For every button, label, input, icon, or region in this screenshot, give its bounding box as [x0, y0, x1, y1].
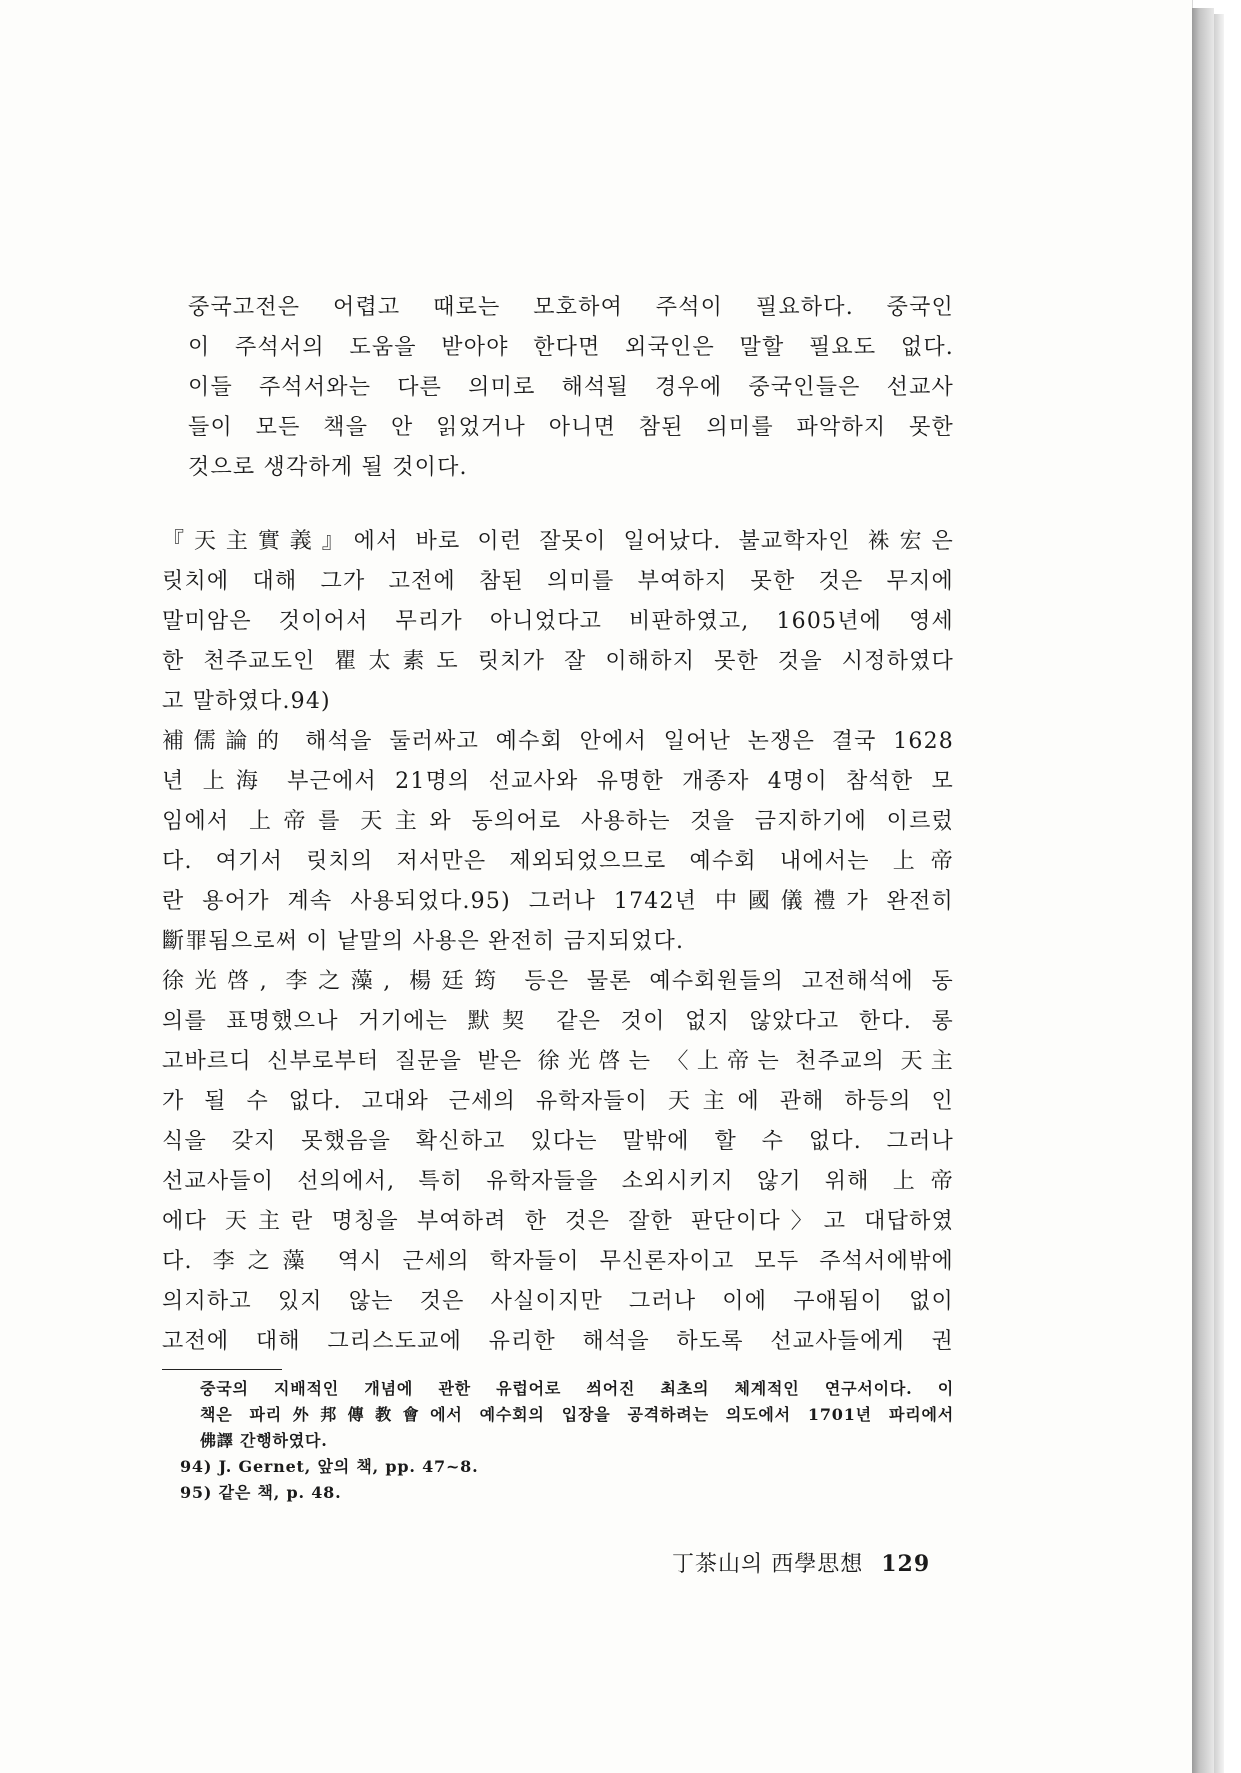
footnote-continuation-line: 책은 파리外邦傳教會에서 예수회의 입장을 공격하려는 의도에서 1701년 파리에서 — [200, 1405, 954, 1424]
text-line: 고바르디 신부로부터 질문을 받은 徐光啓는 〈上帝는 천주교의 天主 — [162, 1049, 954, 1074]
block-quote — [188, 288, 954, 488]
footnotes — [162, 1376, 954, 1506]
text-line: 한 천주교도인 瞿太素도 릿치가 잘 이해하지 못한 것을 시정하였다 — [162, 649, 954, 674]
footnote-continuation-line: 중국의 지배적인 개념에 관한 유럽어로 씌어진 최초의 체계적인 연구서이다. 이 — [200, 1379, 954, 1398]
text-line: 가 될 수 없다. 고대와 근세의 유학자들이 天主에 관해 하등의 인 — [162, 1089, 954, 1114]
running-footer-title: 丁茶山의 西學思想 — [672, 1552, 864, 1577]
footnote-94: 94) J. Gernet, 앞의 책, pp. 47~8. — [180, 1457, 479, 1476]
text-line: 의지하고 있지 않는 것은 사실이지만 그러나 이에 구애됨이 없이 — [162, 1289, 954, 1314]
text-line: 고 말하였다.94) — [162, 689, 331, 714]
text-line: 임에서 上帝를 天主와 동의어로 사용하는 것을 금지하기에 이르렀 — [162, 809, 954, 834]
quote-line: 이 주석서의 도움을 받아야 한다면 외국인은 말할 필요도 없다. — [188, 335, 954, 360]
text-line: 斷罪됨으로써 이 낱말의 사용은 완전히 금지되었다. — [162, 929, 685, 954]
quote-line: 들이 모든 책을 안 읽었거나 아니면 참된 의미를 파악하지 못한 — [188, 415, 954, 440]
text-line: 년 上海 부근에서 21명의 선교사와 유명한 개종자 4명이 참석한 모 — [162, 769, 954, 794]
page-stack-edge-outer — [1214, 14, 1224, 1773]
text-line: 의를 표명했으나 거기에는 默契 같은 것이 없지 않았다고 한다. 롱 — [162, 1009, 954, 1034]
text-line: 선교사들이 선의에서, 특히 유학자들을 소외시키지 않기 위해 上帝 — [162, 1169, 954, 1194]
text-line: 다. 李之藻 역시 근세의 학자들이 무신론자이고 모두 주석서에밖에 — [162, 1249, 954, 1274]
text-line: 다. 여기서 릿치의 저서만은 제외되었으므로 예수회 내에서는 上帝 — [162, 849, 954, 874]
page-number: 129 — [881, 1551, 931, 1577]
text-line: 『天主實義』에서 바로 이런 잘못이 일어났다. 불교학자인 袾宏은 — [162, 529, 954, 554]
text-line: 식을 갖지 못했음을 확신하고 있다는 말밖에 할 수 없다. 그러나 — [162, 1129, 954, 1154]
text-line: 고전에 대해 그리스도교에 유리한 해석을 하도록 선교사들에게 권 — [162, 1329, 954, 1354]
quote-line: 중국고전은 어렵고 때로는 모호하여 주석이 필요하다. 중국인 — [188, 295, 954, 320]
running-footer — [672, 1547, 942, 1578]
text-line: 란 용어가 계속 사용되었다.95) 그러나 1742년 中國儀禮가 완전히 — [162, 889, 954, 914]
footnote-continuation-line: 佛譯 간행하였다. — [200, 1431, 328, 1450]
text-line: 에다 天主란 명칭을 부여하려 한 것은 잘한 판단이다〉고 대답하였 — [162, 1209, 954, 1234]
text-line: 徐光啓, 李之藻, 楊廷筠 등은 물론 예수회원들의 고전해석에 동 — [162, 969, 954, 994]
paragraph-3 — [162, 962, 954, 1362]
text-line: 補儒論的 해석을 둘러싸고 예수회 안에서 일어난 논쟁은 결국 1628 — [162, 729, 954, 754]
quote-line: 것으로 생각하게 될 것이다. — [188, 455, 468, 480]
paragraph-2 — [162, 722, 954, 962]
footnote-rule — [162, 1369, 282, 1370]
text-line: 말미암은 것이어서 무리가 아니었다고 비판하였고, 1605년에 영세 — [162, 609, 954, 634]
page-stack-edge — [1192, 8, 1214, 1773]
quote-line: 이들 주석서와는 다른 의미로 해석될 경우에 중국인들은 선교사 — [188, 375, 954, 400]
text-line: 릿치에 대해 그가 고전에 참된 의미를 부여하지 못한 것은 무지에 — [162, 569, 954, 594]
footnote-95: 95) 같은 책, p. 48. — [180, 1483, 342, 1502]
body-text — [162, 288, 954, 1362]
paragraph-1 — [162, 522, 954, 722]
